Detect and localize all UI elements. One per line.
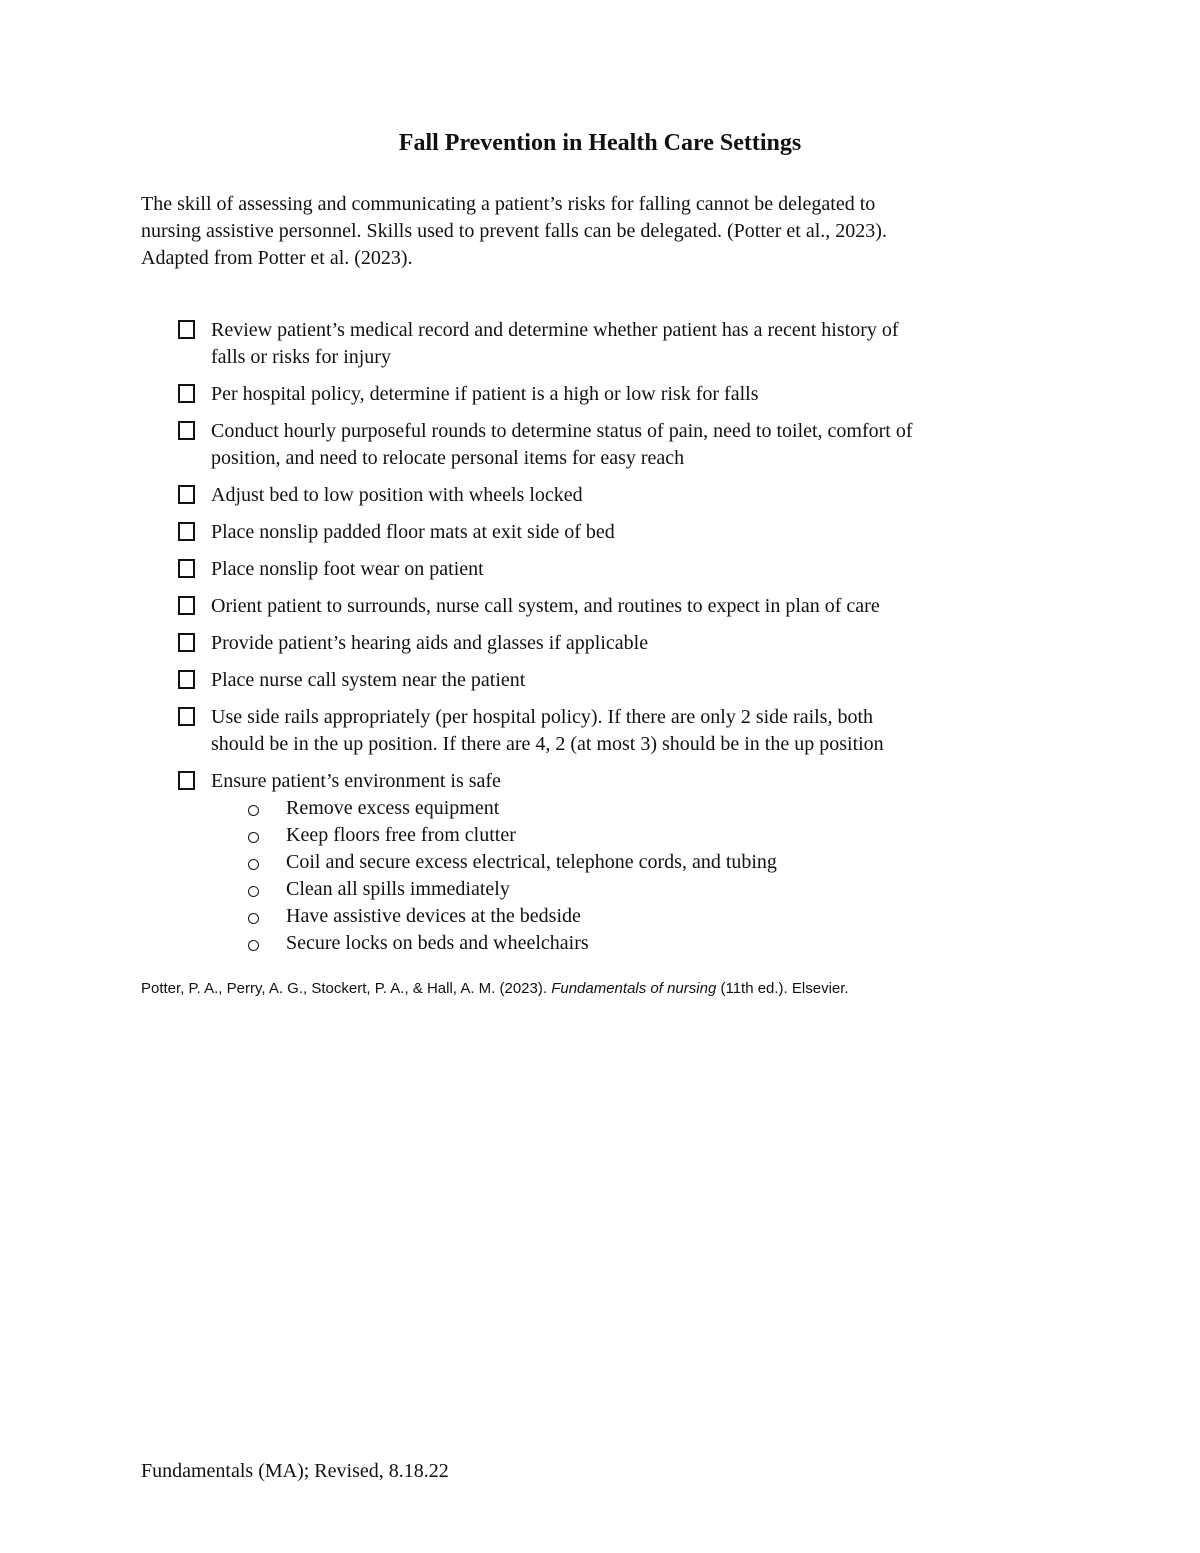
- checklist-item-text: Orient patient to surrounds, nurse call system, and routines to expect in plan of care: [211, 595, 880, 617]
- sub-list-item: [248, 903, 1078, 930]
- checklist-item-text: Per hospital policy, determine if patient is a high or low risk for falls: [211, 383, 759, 405]
- intro-line: Adapted from Potter et al. (2023).: [141, 247, 413, 269]
- hollow-bullet-icon: [248, 940, 259, 951]
- sub-list-item-text: Coil and secure excess electrical, telephone cords, and tubing: [286, 851, 777, 873]
- reference-book-title: Fundamentals of nursing: [551, 980, 717, 997]
- reference-edition: (11th ed.). Elsevier.: [716, 980, 849, 997]
- hollow-bullet-icon: [248, 832, 259, 843]
- reference-citation: [141, 978, 1091, 1000]
- checkbox-icon[interactable]: [178, 421, 195, 440]
- sub-list-item-text: Have assistive devices at the bedside: [286, 905, 581, 927]
- checklist-item-text: Place nonslip padded floor mats at exit side of bed: [211, 521, 615, 543]
- page-title: Fall Prevention in Health Care Settings: [398, 130, 802, 156]
- checklist-item-text: Provide patient’s hearing aids and glasses if applicable: [211, 632, 649, 654]
- page-footer: Fundamentals (MA); Revised, 8.18.22: [141, 1460, 449, 1482]
- checklist-item-text: Place nurse call system near the patient: [211, 669, 526, 691]
- checklist-item-text: Ensure patient’s environment is safe: [211, 770, 501, 792]
- checklist-item-text: falls or risks for injury: [211, 346, 391, 368]
- hollow-bullet-icon: [248, 859, 259, 870]
- checklist-item: [178, 704, 1078, 758]
- checklist-item: [178, 768, 1078, 957]
- checkbox-icon[interactable]: [178, 670, 195, 689]
- checkbox-icon[interactable]: [178, 485, 195, 504]
- intro-line: The skill of assessing and communicating a patient’s risks for falling cannot be delegated to: [141, 193, 876, 215]
- checklist-item: [178, 593, 1078, 620]
- checklist-item-text: position, and need to relocate personal items for easy reach: [211, 447, 685, 469]
- reference-authors: Potter, P. A., Perry, A. G., Stockert, P. A., & Hall, A. M. (2023).: [141, 980, 552, 997]
- checklist-item: [178, 317, 1078, 371]
- checkbox-icon[interactable]: [178, 633, 195, 652]
- checkbox-icon[interactable]: [178, 707, 195, 726]
- checklist-item-text: Use side rails appropriately (per hospital policy). If there are only 2 side rails, both: [211, 706, 874, 728]
- checkbox-icon[interactable]: [178, 320, 195, 339]
- hollow-bullet-icon: [248, 886, 259, 897]
- sub-list-item: [248, 849, 1078, 876]
- sub-list-item: [248, 930, 1078, 957]
- checklist-item-text: should be in the up position. If there are 4, 2 (at most 3) should be in the up position: [211, 733, 884, 755]
- fall-prevention-checklist: [178, 317, 1078, 967]
- checkbox-icon[interactable]: [178, 559, 195, 578]
- checklist-item: [178, 482, 1078, 509]
- checkbox-icon[interactable]: [178, 384, 195, 403]
- checkbox-icon[interactable]: [178, 596, 195, 615]
- hollow-bullet-icon: [248, 913, 259, 924]
- checklist-item: [178, 630, 1078, 657]
- checklist-item-text: Review patient’s medical record and determine whether patient has a recent history of: [211, 319, 899, 341]
- sub-list-item: [248, 795, 1078, 822]
- sub-list-item-text: Keep floors free from clutter: [286, 824, 516, 846]
- checklist-item-text: Place nonslip foot wear on patient: [211, 558, 484, 580]
- checklist-item: [178, 418, 1078, 472]
- intro-paragraph: [141, 191, 1061, 272]
- sub-list-item-text: Remove excess equipment: [286, 797, 500, 819]
- checklist-item: [178, 381, 1078, 408]
- sub-list-item-text: Clean all spills immediately: [286, 878, 510, 900]
- hollow-bullet-icon: [248, 805, 259, 816]
- checkbox-icon[interactable]: [178, 771, 195, 790]
- sub-list-item: [248, 822, 1078, 849]
- checklist-item: [178, 667, 1078, 694]
- checklist-item: [178, 556, 1078, 583]
- sub-list-item-text: Secure locks on beds and wheelchairs: [286, 932, 589, 954]
- checkbox-icon[interactable]: [178, 522, 195, 541]
- intro-line: nursing assistive personnel. Skills used to prevent falls can be delegated. (Potter et al., 2023).: [141, 220, 887, 242]
- sub-list-item: [248, 876, 1078, 903]
- checklist-item: [178, 519, 1078, 546]
- checklist-item-text: Conduct hourly purposeful rounds to determine status of pain, need to toilet, comfort of: [211, 420, 913, 442]
- sub-list: [211, 795, 1078, 957]
- checklist-item-text: Adjust bed to low position with wheels locked: [211, 484, 583, 506]
